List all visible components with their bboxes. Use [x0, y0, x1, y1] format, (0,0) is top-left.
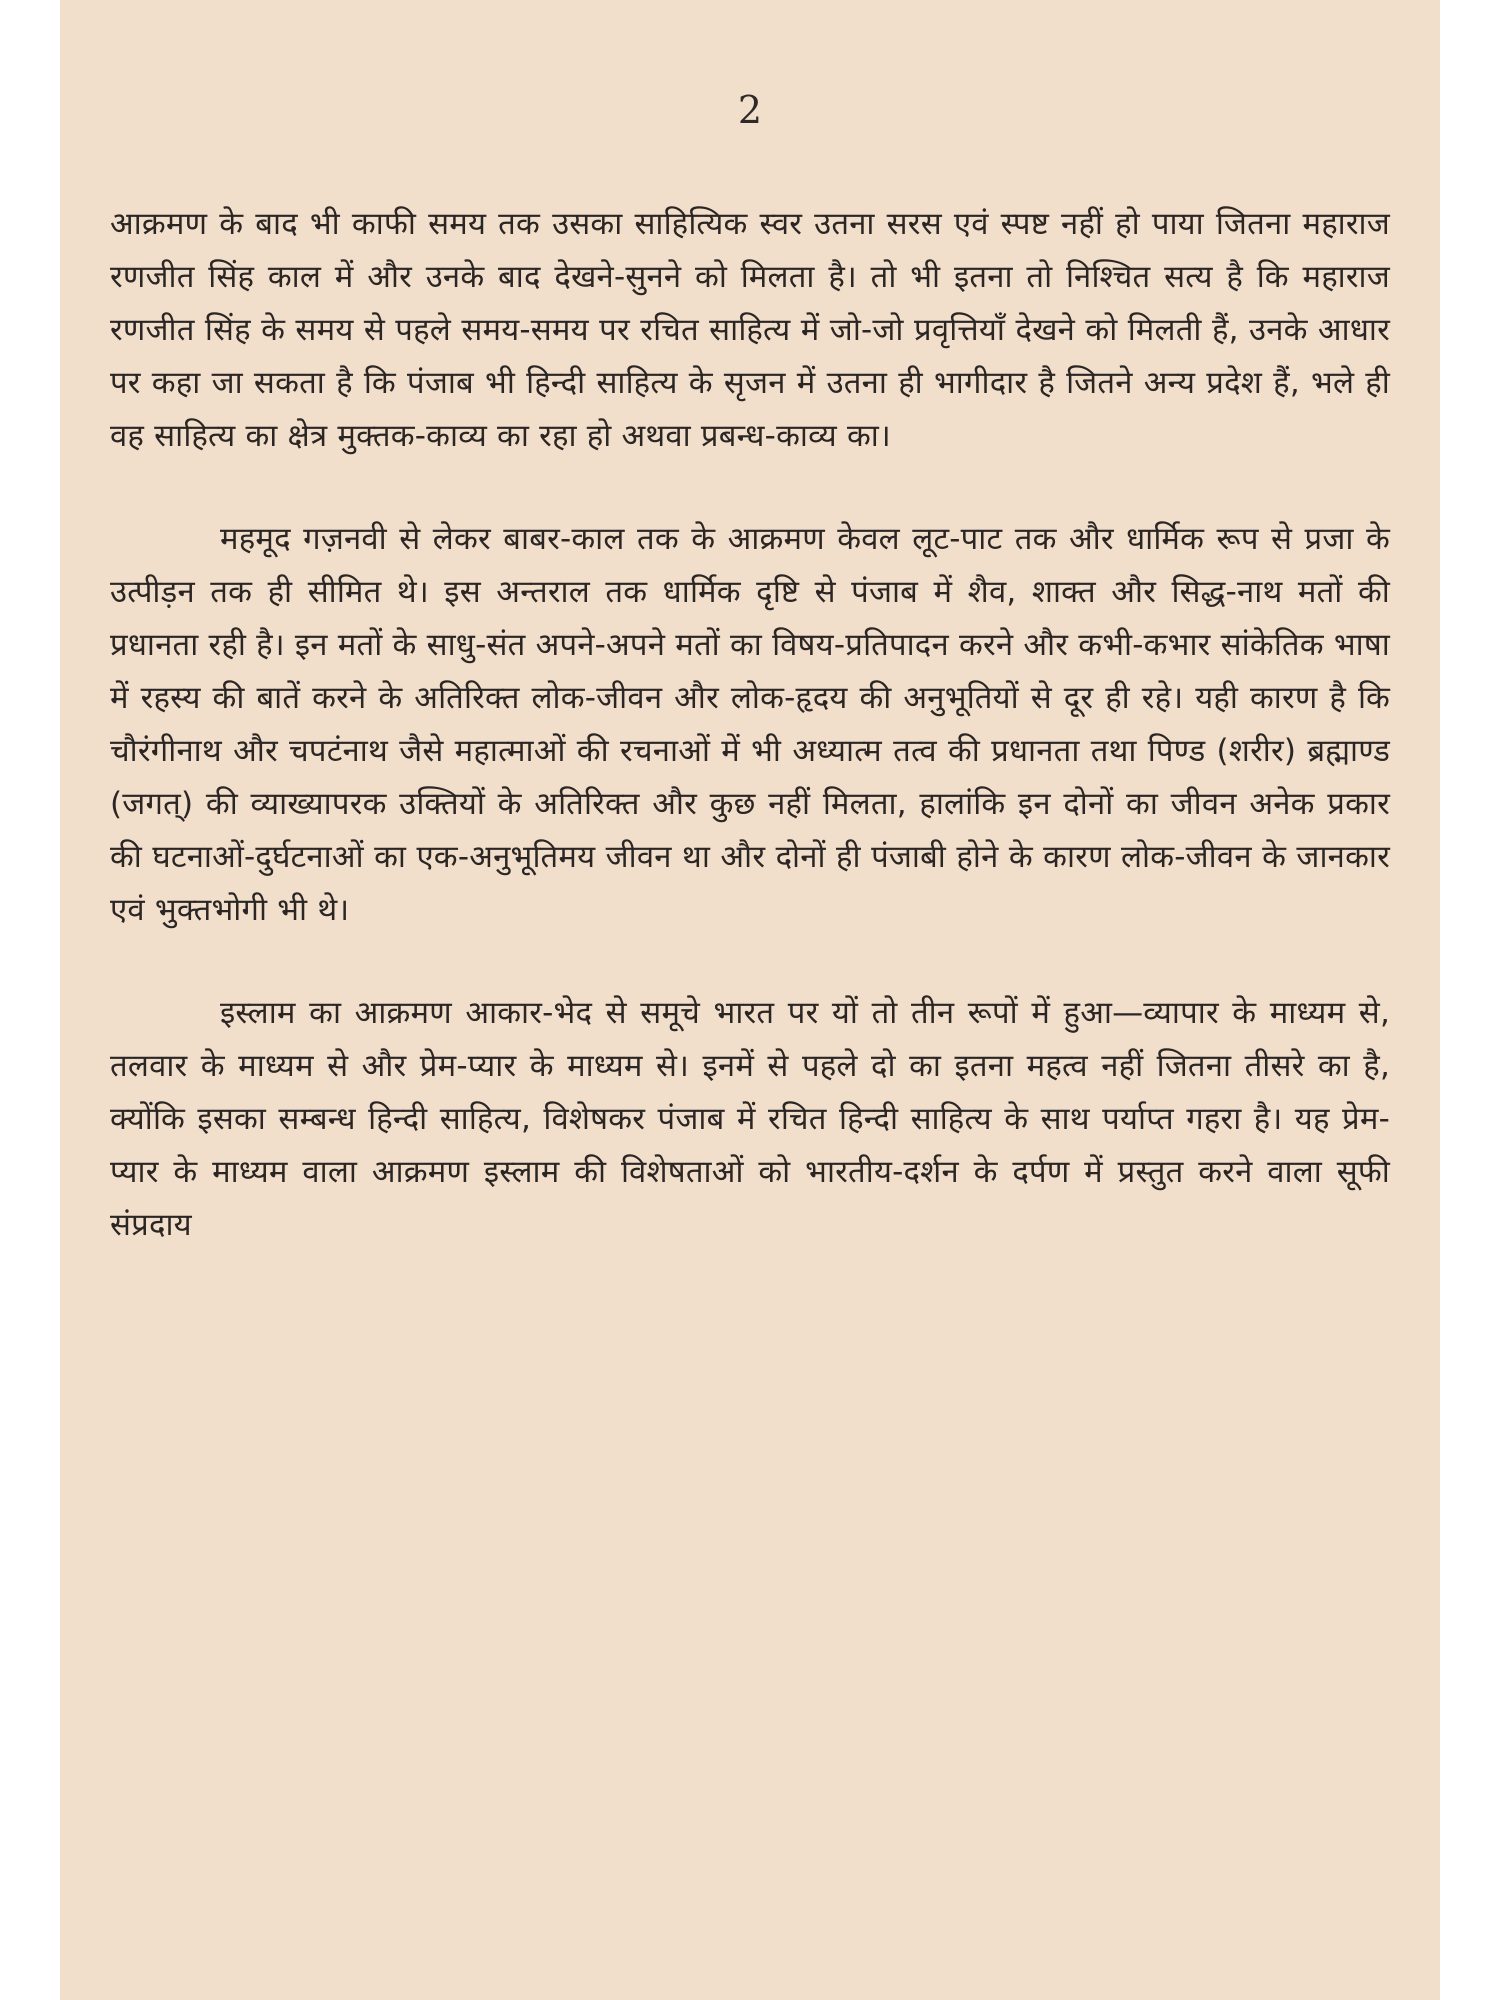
paragraph-2: महमूद गज़नवी से लेकर बाबर-काल तक के आक्रमण केवल लूट-पाट तक और धार्मिक रूप से प्रजा के उत्पीड़न तक ही सीमित थे। इस अन्तराल तक धार्मिक दृष्टि से पंजाब में शैव, शाक्त और सिद्ध-नाथ मतों की प्रधानता रही है। इन मतों के साधु-संत अपने-अपने मतों का विषय-प्रतिपादन करने और कभी-कभार सांकेतिक भाषा में रहस्य की बातें करने के अतिरिक्त लोक-जीवन और लोक-हृदय की अनुभूतियों से दूर ही रहे। यही कारण है कि चौरंगीनाथ और चपटंनाथ जैसे महात्माओं की रचनाओं में भी अध्यात्म तत्व की प्रधानता तथा पिण्ड (शरीर) ब्रह्माण्ड (जगत्) की व्याख्यापरक उक्तियों के अतिरिक्त और कुछ नहीं मिलता, हालांकि इन दोनों का जीवन अनेक प्रकार की घटनाओं-दुर्घटनाओं का एक-अनुभूतिमय जीवन था और दोनों ही पंजाबी होने के कारण लोक-जीवन के जानकार एवं भुक्तभोगी भी थे।: [110, 521, 1390, 928]
page-number: 2: [737, 88, 763, 132]
body-text: [110, 198, 1390, 1252]
paragraph-1: आक्रमण के बाद भी काफी समय तक उसका साहित्यिक स्वर उतना सरस एवं स्पष्ट नहीं हो पाया जितना महाराज रणजीत सिंह काल में और उनके बाद देखने-सुनने को मिलता है। तो भी इतना तो निश्चित सत्य है कि महाराज रणजीत सिंह के समय से पहले समय-समय पर रचित साहित्य में जो-जो प्रवृत्तियाँ देखने को मिलती हैं, उनके आधार पर कहा जा सकता है कि पंजाब भी हिन्दी साहित्य के सृजन में उतना ही भागीदार है जितने अन्य प्रदेश हैं, भले ही वह साहित्य का क्षेत्र मुक्तक-काव्य का रहा हो अथवा प्रबन्ध-काव्य का।: [110, 206, 1390, 454]
book-page: [60, 0, 1440, 2000]
paragraph-3: इस्लाम का आक्रमण आकार-भेद से समूचे भारत पर यों तो तीन रूपों में हुआ—व्यापार के माध्यम से, तलवार के माध्यम से और प्रेम-प्यार के माध्यम से। इनमें से पहले दो का इतना महत्व नहीं जितना तीसरे का है, क्योंकि इसका सम्बन्ध हिन्दी साहित्य, विशेषकर पंजाब में रचित हिन्दी साहित्य के साथ पर्याप्त गहरा है। यह प्रेम-प्यार के माध्यम वाला आक्रमण इस्लाम की विशेषताओं को भारतीय-दर्शन के दर्पण में प्रस्तुत करने वाला सूफी संप्रदाय: [110, 995, 1390, 1243]
